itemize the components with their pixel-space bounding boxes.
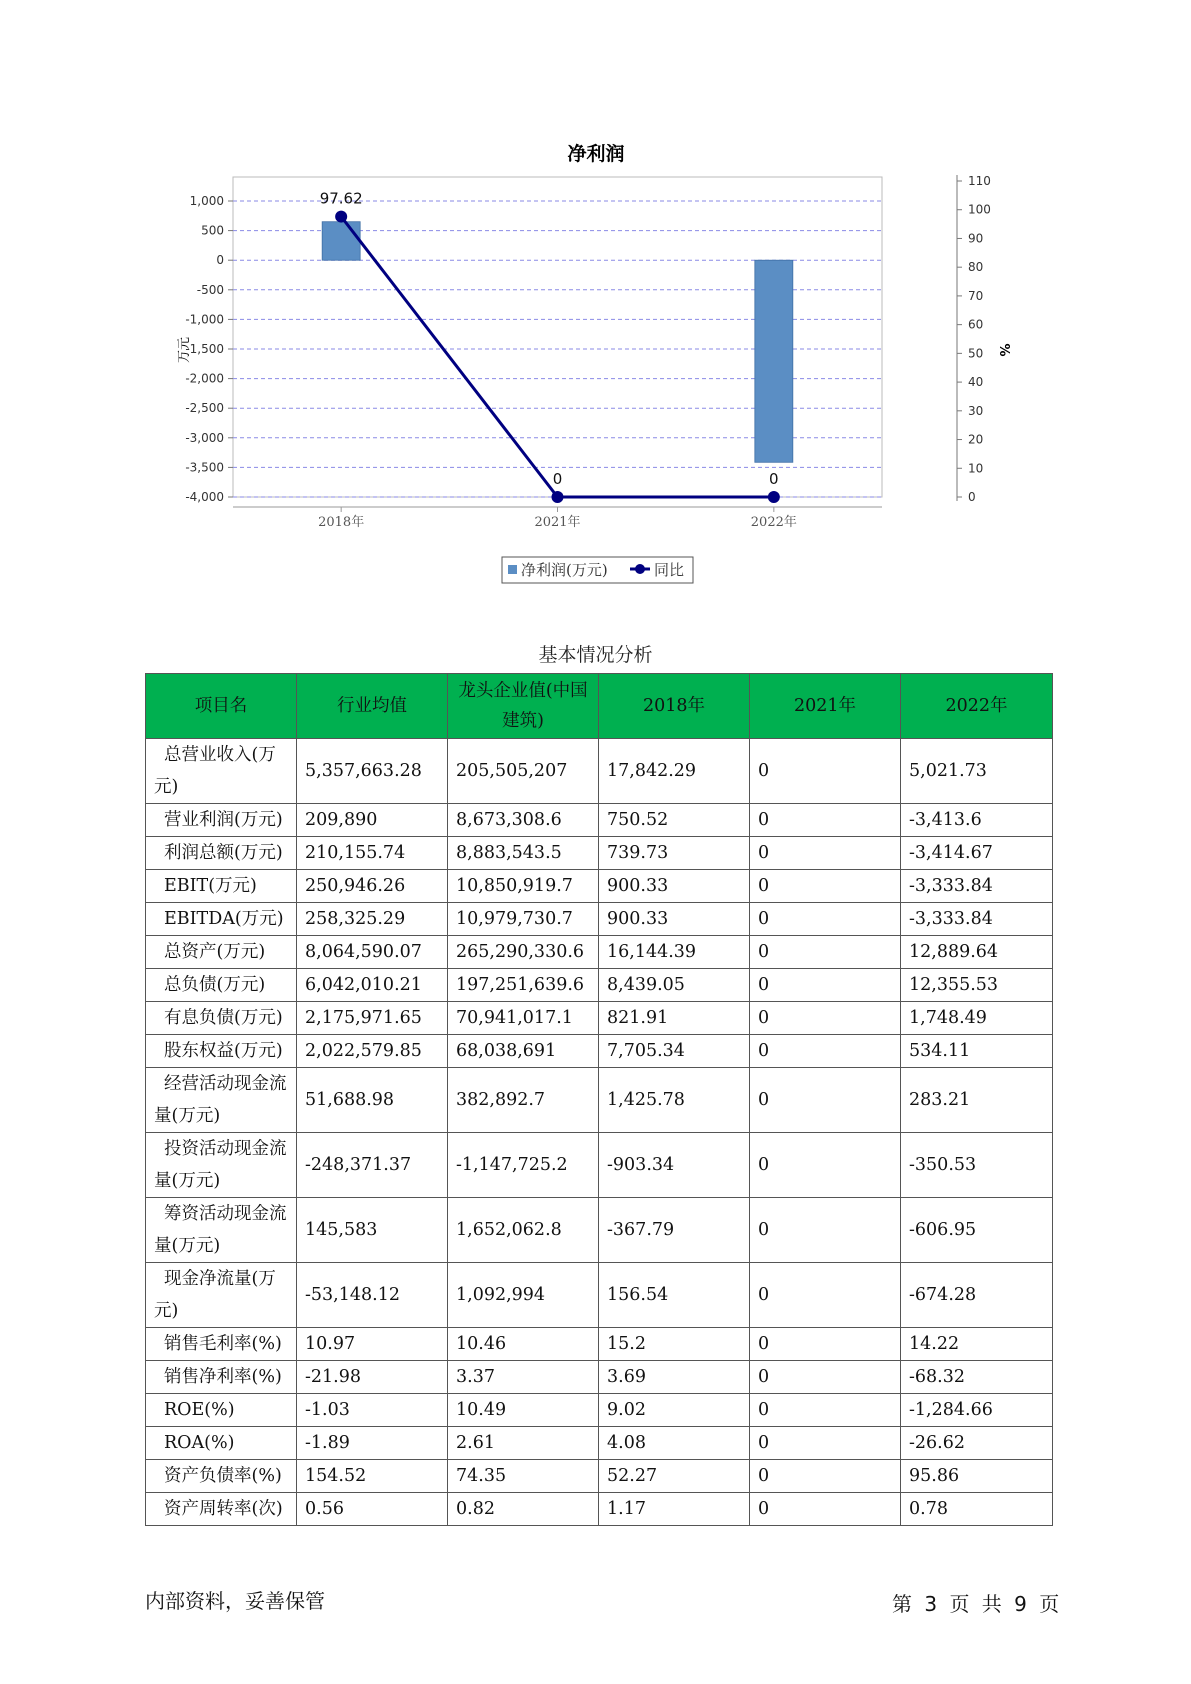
- row-value-cell: 156.54: [599, 1263, 750, 1328]
- left-tick-label: 1,000: [189, 194, 224, 208]
- row-value-cell: -367.79: [599, 1198, 750, 1263]
- row-value-cell: -903.34: [599, 1133, 750, 1198]
- table-row: [146, 1002, 1053, 1035]
- row-item-name: 销售毛利率(%): [146, 1328, 297, 1361]
- row-value-cell: 10.49: [448, 1394, 599, 1427]
- row-value-cell: 0: [750, 1394, 901, 1427]
- row-value-cell: -1,284.66: [901, 1394, 1053, 1427]
- row-value-cell: 900.33: [599, 870, 750, 903]
- row-value-cell: 3.37: [448, 1361, 599, 1394]
- row-value-cell: 0: [750, 936, 901, 969]
- row-value-cell: -3,414.67: [901, 837, 1053, 870]
- row-value-cell: 382,892.7: [448, 1068, 599, 1133]
- row-value-cell: 0: [750, 1361, 901, 1394]
- row-value-cell: 4.08: [599, 1427, 750, 1460]
- row-value-cell: 0: [750, 1328, 901, 1361]
- right-axis-label: %: [996, 343, 1011, 357]
- x-tick-label: 2021年: [534, 515, 581, 530]
- row-value-cell: 70,941,017.1: [448, 1002, 599, 1035]
- table-caption: 基本情况分析: [538, 644, 653, 666]
- row-value-cell: 2.61: [448, 1427, 599, 1460]
- row-value-cell: 1,652,062.8: [448, 1198, 599, 1263]
- row-value-cell: -1.03: [297, 1394, 448, 1427]
- legend-bar-swatch: [508, 565, 517, 574]
- table-row: [146, 837, 1053, 870]
- row-value-cell: 10.46: [448, 1328, 599, 1361]
- row-value-cell: 5,357,663.28: [297, 739, 448, 804]
- row-value-cell: 0: [750, 1427, 901, 1460]
- row-value-cell: 900.33: [599, 903, 750, 936]
- row-value-cell: 0.78: [901, 1493, 1053, 1526]
- row-value-cell: 210,155.74: [297, 837, 448, 870]
- legend-bar-label: 净利润(万元): [521, 561, 608, 579]
- row-item-name: 总资产(万元): [146, 936, 297, 969]
- table-header-row: [146, 674, 1053, 739]
- row-value-cell: 51,688.98: [297, 1068, 448, 1133]
- row-value-cell: 6,042,010.21: [297, 969, 448, 1002]
- row-value-cell: 12,889.64: [901, 936, 1053, 969]
- row-value-cell: 7,705.34: [599, 1035, 750, 1068]
- row-value-cell: 14.22: [901, 1328, 1053, 1361]
- table-row: [146, 1328, 1053, 1361]
- header-2021: 2021年: [750, 674, 901, 739]
- row-value-cell: 0: [750, 1002, 901, 1035]
- row-value-cell: -68.32: [901, 1361, 1053, 1394]
- row-value-cell: 2,022,579.85: [297, 1035, 448, 1068]
- row-value-cell: 10,979,730.7: [448, 903, 599, 936]
- table-row: [146, 1068, 1053, 1133]
- right-tick-label: 10: [968, 461, 984, 476]
- left-tick-label: -2,000: [185, 371, 224, 386]
- right-tick-label: 60: [968, 317, 984, 332]
- right-tick-label: 40: [968, 375, 984, 390]
- row-value-cell: -248,371.37: [297, 1133, 448, 1198]
- left-tick-label: -3,000: [185, 430, 224, 445]
- net-profit-chart: [0, 0, 1191, 600]
- table-row: [146, 1263, 1053, 1328]
- row-value-cell: -3,333.84: [901, 870, 1053, 903]
- right-tick-label: 110: [968, 174, 991, 188]
- row-value-cell: 0: [750, 1133, 901, 1198]
- row-value-cell: 0: [750, 903, 901, 936]
- table-row: [146, 1198, 1053, 1263]
- row-value-cell: 10.97: [297, 1328, 448, 1361]
- header-2022: 2022年: [901, 674, 1053, 739]
- row-value-cell: -606.95: [901, 1198, 1053, 1263]
- right-tick-label: 80: [968, 260, 984, 275]
- row-value-cell: 15.2: [599, 1328, 750, 1361]
- row-item-name: ROE(%): [146, 1394, 297, 1427]
- row-item-name: 现金净流量(万元): [146, 1263, 297, 1328]
- row-item-name: 资产周转率(次): [146, 1493, 297, 1526]
- row-value-cell: 17,842.29: [599, 739, 750, 804]
- left-axis-label: 万元: [177, 336, 192, 364]
- x-tick-label: 2022年: [750, 515, 797, 530]
- row-value-cell: 68,038,691: [448, 1035, 599, 1068]
- row-value-cell: 0: [750, 870, 901, 903]
- table-row: [146, 1427, 1053, 1460]
- left-tick-label: 500: [201, 223, 224, 238]
- row-item-name: 总营业收入(万元): [146, 739, 297, 804]
- x-tick-label: 2018年: [318, 515, 365, 530]
- table-row: [146, 903, 1053, 936]
- row-value-cell: 5,021.73: [901, 739, 1053, 804]
- right-tick-label: 50: [968, 346, 984, 361]
- header-leader-value: 龙头企业值(中国建筑): [448, 674, 599, 739]
- table-row: [146, 1133, 1053, 1198]
- right-tick-label: 90: [968, 231, 984, 246]
- chart-title: 净利润: [567, 143, 625, 165]
- page-number: 第 3 页 共 9 页: [892, 1592, 1060, 1616]
- row-value-cell: -350.53: [901, 1133, 1053, 1198]
- row-value-cell: 265,290,330.6: [448, 936, 599, 969]
- row-value-cell: -3,413.6: [901, 804, 1053, 837]
- row-value-cell: -1.89: [297, 1427, 448, 1460]
- row-value-cell: -1,147,725.2: [448, 1133, 599, 1198]
- row-value-cell: 2,175,971.65: [297, 1002, 448, 1035]
- table-row: [146, 1460, 1053, 1493]
- row-value-cell: 95.86: [901, 1460, 1053, 1493]
- left-tick-label: -3,500: [185, 460, 224, 475]
- row-value-cell: 0: [750, 739, 901, 804]
- yoy-data-label: 97.62: [319, 189, 363, 208]
- header-industry-avg: 行业均值: [297, 674, 448, 739]
- row-value-cell: -3,333.84: [901, 903, 1053, 936]
- row-item-name: 资产负债率(%): [146, 1460, 297, 1493]
- row-item-name: 利润总额(万元): [146, 837, 297, 870]
- row-item-name: 筹资活动现金流量(万元): [146, 1198, 297, 1263]
- left-tick-label: -500: [196, 282, 224, 297]
- row-item-name: 股东权益(万元): [146, 1035, 297, 1068]
- yoy-point: [335, 211, 347, 223]
- row-value-cell: 52.27: [599, 1460, 750, 1493]
- row-value-cell: 534.11: [901, 1035, 1053, 1068]
- table-row: [146, 969, 1053, 1002]
- table-row: [146, 1361, 1053, 1394]
- yoy-data-label: 0: [769, 470, 779, 488]
- row-item-name: 经营活动现金流量(万元): [146, 1068, 297, 1133]
- row-value-cell: 10,850,919.7: [448, 870, 599, 903]
- row-value-cell: 8,673,308.6: [448, 804, 599, 837]
- row-value-cell: 258,325.29: [297, 903, 448, 936]
- table-row: [146, 1035, 1053, 1068]
- row-value-cell: 0.56: [297, 1493, 448, 1526]
- row-value-cell: 1.17: [599, 1493, 750, 1526]
- row-item-name: 有息负债(万元): [146, 1002, 297, 1035]
- row-item-name: 投资活动现金流量(万元): [146, 1133, 297, 1198]
- left-tick-label: -1,000: [185, 312, 224, 327]
- table-row: [146, 739, 1053, 804]
- right-tick-label: 100: [968, 202, 991, 217]
- row-item-name: 销售净利率(%): [146, 1361, 297, 1394]
- bar: [755, 260, 793, 462]
- row-value-cell: 283.21: [901, 1068, 1053, 1133]
- row-value-cell: 739.73: [599, 837, 750, 870]
- row-value-cell: 0.82: [448, 1493, 599, 1526]
- row-value-cell: 0: [750, 1263, 901, 1328]
- row-value-cell: 1,425.78: [599, 1068, 750, 1133]
- left-tick-label: -2,500: [185, 401, 224, 416]
- yoy-data-label: 0: [552, 470, 563, 488]
- left-tick-label: -4,000: [185, 490, 224, 504]
- table-row: [146, 936, 1053, 969]
- row-value-cell: 0: [750, 1460, 901, 1493]
- row-value-cell: 1,092,994: [448, 1263, 599, 1328]
- row-value-cell: -53,148.12: [297, 1263, 448, 1328]
- bar: [322, 222, 360, 260]
- row-item-name: 总负债(万元): [146, 969, 297, 1002]
- row-value-cell: -674.28: [901, 1263, 1053, 1328]
- row-item-name: EBIT(万元): [146, 870, 297, 903]
- row-value-cell: 16,144.39: [599, 936, 750, 969]
- row-value-cell: 197,251,639.6: [448, 969, 599, 1002]
- left-axis: [185, 194, 233, 504]
- row-value-cell: 821.91: [599, 1002, 750, 1035]
- table-row: [146, 1493, 1053, 1526]
- row-value-cell: 0: [750, 837, 901, 870]
- yoy-point: [768, 491, 780, 503]
- row-item-name: ROA(%): [146, 1427, 297, 1460]
- row-value-cell: 8,883,543.5: [448, 837, 599, 870]
- row-value-cell: 0: [750, 804, 901, 837]
- left-tick-label: -1,500: [185, 342, 224, 356]
- right-tick-label: 0: [968, 490, 976, 504]
- row-item-name: 营业利润(万元): [146, 804, 297, 837]
- right-tick-label: 30: [968, 403, 984, 418]
- header-item-name: 项目名: [146, 674, 297, 739]
- table-row: [146, 1394, 1053, 1427]
- confidential-note: 内部资料，妥善保管: [145, 1589, 325, 1613]
- table-row: [146, 870, 1053, 903]
- row-value-cell: 0: [750, 1068, 901, 1133]
- row-value-cell: 3.69: [599, 1361, 750, 1394]
- row-value-cell: -21.98: [297, 1361, 448, 1394]
- left-tick-label: 0: [216, 253, 224, 268]
- row-item-name: EBITDA(万元): [146, 903, 297, 936]
- right-tick-label: 20: [968, 432, 984, 447]
- x-axis: [233, 507, 882, 530]
- header-2018: 2018年: [599, 674, 750, 739]
- row-value-cell: 9.02: [599, 1394, 750, 1427]
- right-axis: [957, 174, 991, 504]
- row-value-cell: -26.62: [901, 1427, 1053, 1460]
- row-value-cell: 209,890: [297, 804, 448, 837]
- legend-line-marker: [635, 564, 645, 574]
- chart-legend: [502, 557, 693, 583]
- row-value-cell: 250,946.26: [297, 870, 448, 903]
- legend-line-label: 同比: [654, 561, 685, 579]
- row-value-cell: 1,748.49: [901, 1002, 1053, 1035]
- row-value-cell: 0: [750, 1035, 901, 1068]
- row-value-cell: 145,583: [297, 1198, 448, 1263]
- row-value-cell: 205,505,207: [448, 739, 599, 804]
- row-value-cell: 154.52: [297, 1460, 448, 1493]
- row-value-cell: 8,064,590.07: [297, 936, 448, 969]
- row-value-cell: 750.52: [599, 804, 750, 837]
- row-value-cell: 8,439.05: [599, 969, 750, 1002]
- table-row: [146, 804, 1053, 837]
- row-value-cell: 74.35: [448, 1460, 599, 1493]
- row-value-cell: 0: [750, 969, 901, 1002]
- row-value-cell: 12,355.53: [901, 969, 1053, 1002]
- basic-analysis-table: [145, 673, 1053, 1526]
- yoy-point: [552, 491, 564, 503]
- row-value-cell: 0: [750, 1493, 901, 1526]
- row-value-cell: 0: [750, 1198, 901, 1263]
- right-tick-label: 70: [968, 288, 984, 303]
